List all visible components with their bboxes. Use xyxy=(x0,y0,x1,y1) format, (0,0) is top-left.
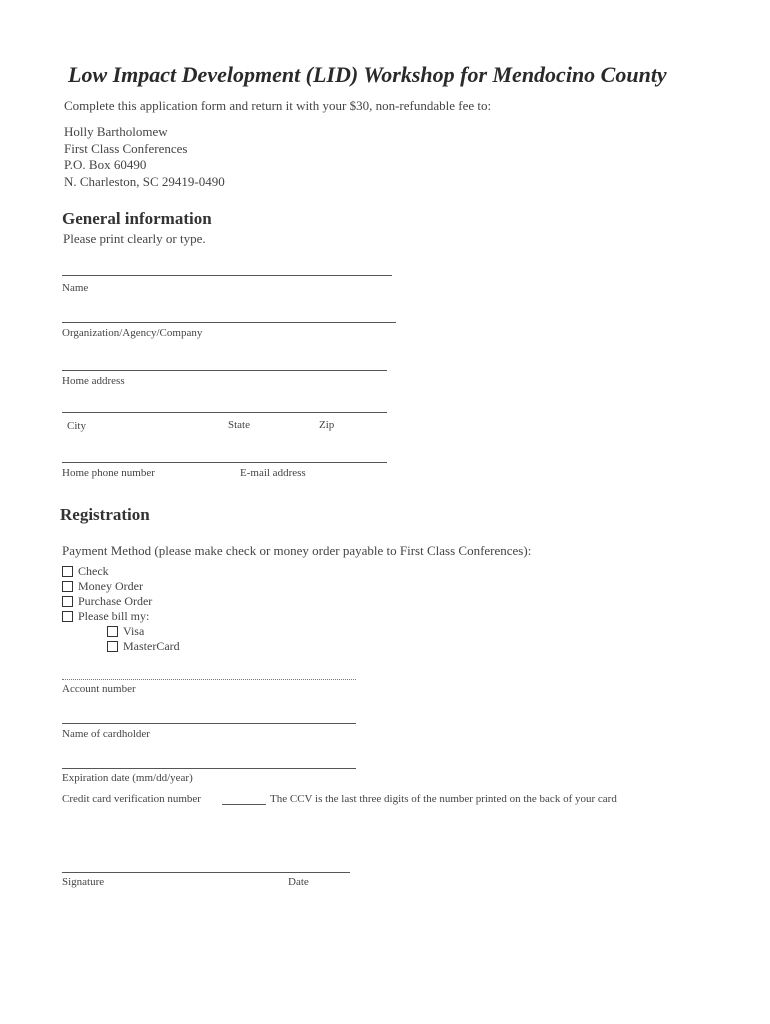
payment-method-text: Payment Method (please make check or money order payable to First Class Conferences): xyxy=(62,543,532,558)
check-checkbox[interactable] xyxy=(62,566,73,577)
address-line-3: P.O. Box 60490 xyxy=(64,157,147,172)
option-mastercard[interactable] xyxy=(107,639,180,654)
name-label: Name xyxy=(62,282,89,294)
bill-me-checkbox[interactable] xyxy=(62,611,73,622)
address-line-4: N. Charleston, SC 29419-0490 xyxy=(64,173,225,189)
general-information-subheading: Please print clearly or type. xyxy=(63,231,206,246)
date-label: Date xyxy=(288,876,309,888)
option-bill-me[interactable] xyxy=(62,609,149,624)
signature-label: Signature xyxy=(62,876,105,888)
city-label: City xyxy=(67,420,86,432)
form-title: Low Impact Development (LID) Workshop for Mendocino County xyxy=(68,62,667,87)
money-order-label: Money Order xyxy=(78,579,143,593)
expiration-label: Expiration date (mm/dd/year) xyxy=(62,772,193,784)
expiration-field[interactable] xyxy=(62,768,356,769)
option-check[interactable] xyxy=(62,564,109,579)
city-state-zip-field[interactable] xyxy=(62,412,387,413)
intro-text: Complete this application form and return it with your $30, non-refundable fee to: xyxy=(64,98,492,113)
name-field[interactable] xyxy=(62,275,392,276)
general-information-heading: General information xyxy=(62,209,212,228)
ccv-label: Credit card verification number xyxy=(62,793,201,805)
mastercard-label: MasterCard xyxy=(123,639,180,653)
email-label: E-mail address xyxy=(240,467,306,479)
cardholder-field[interactable] xyxy=(62,723,356,724)
registration-heading: Registration xyxy=(60,505,150,524)
bill-me-label: Please bill my: xyxy=(78,609,150,623)
check-label: Check xyxy=(78,564,109,578)
cardholder-label: Name of cardholder xyxy=(62,728,150,740)
state-label: State xyxy=(228,419,250,431)
mailing-address xyxy=(64,124,225,190)
address-line-2: First Class Conferences xyxy=(64,140,188,156)
zip-label: Zip xyxy=(319,419,335,431)
purchase-order-label: Purchase Order xyxy=(78,594,153,608)
home-phone-label: Home phone number xyxy=(62,467,155,479)
purchase-order-checkbox[interactable] xyxy=(62,596,73,607)
signature-field[interactable] xyxy=(62,872,350,873)
mastercard-checkbox[interactable] xyxy=(107,641,118,652)
home-address-label: Home address xyxy=(62,375,125,387)
account-number-field[interactable] xyxy=(62,679,356,680)
option-money-order[interactable] xyxy=(62,579,143,594)
visa-checkbox[interactable] xyxy=(107,626,118,637)
home-address-field[interactable] xyxy=(62,370,387,371)
visa-label: Visa xyxy=(123,624,145,638)
organization-field[interactable] xyxy=(62,322,396,323)
account-number-label: Account number xyxy=(62,683,136,695)
option-visa[interactable] xyxy=(107,624,144,639)
address-line-1: Holly Bartholomew xyxy=(64,124,168,139)
ccv-note: The CCV is the last three digits of the number printed on the back of your card xyxy=(270,793,617,805)
option-purchase-order[interactable] xyxy=(62,594,152,609)
ccv-field[interactable] xyxy=(222,804,266,805)
phone-email-field[interactable] xyxy=(62,462,387,463)
money-order-checkbox[interactable] xyxy=(62,581,73,592)
organization-label: Organization/Agency/Company xyxy=(62,327,203,339)
